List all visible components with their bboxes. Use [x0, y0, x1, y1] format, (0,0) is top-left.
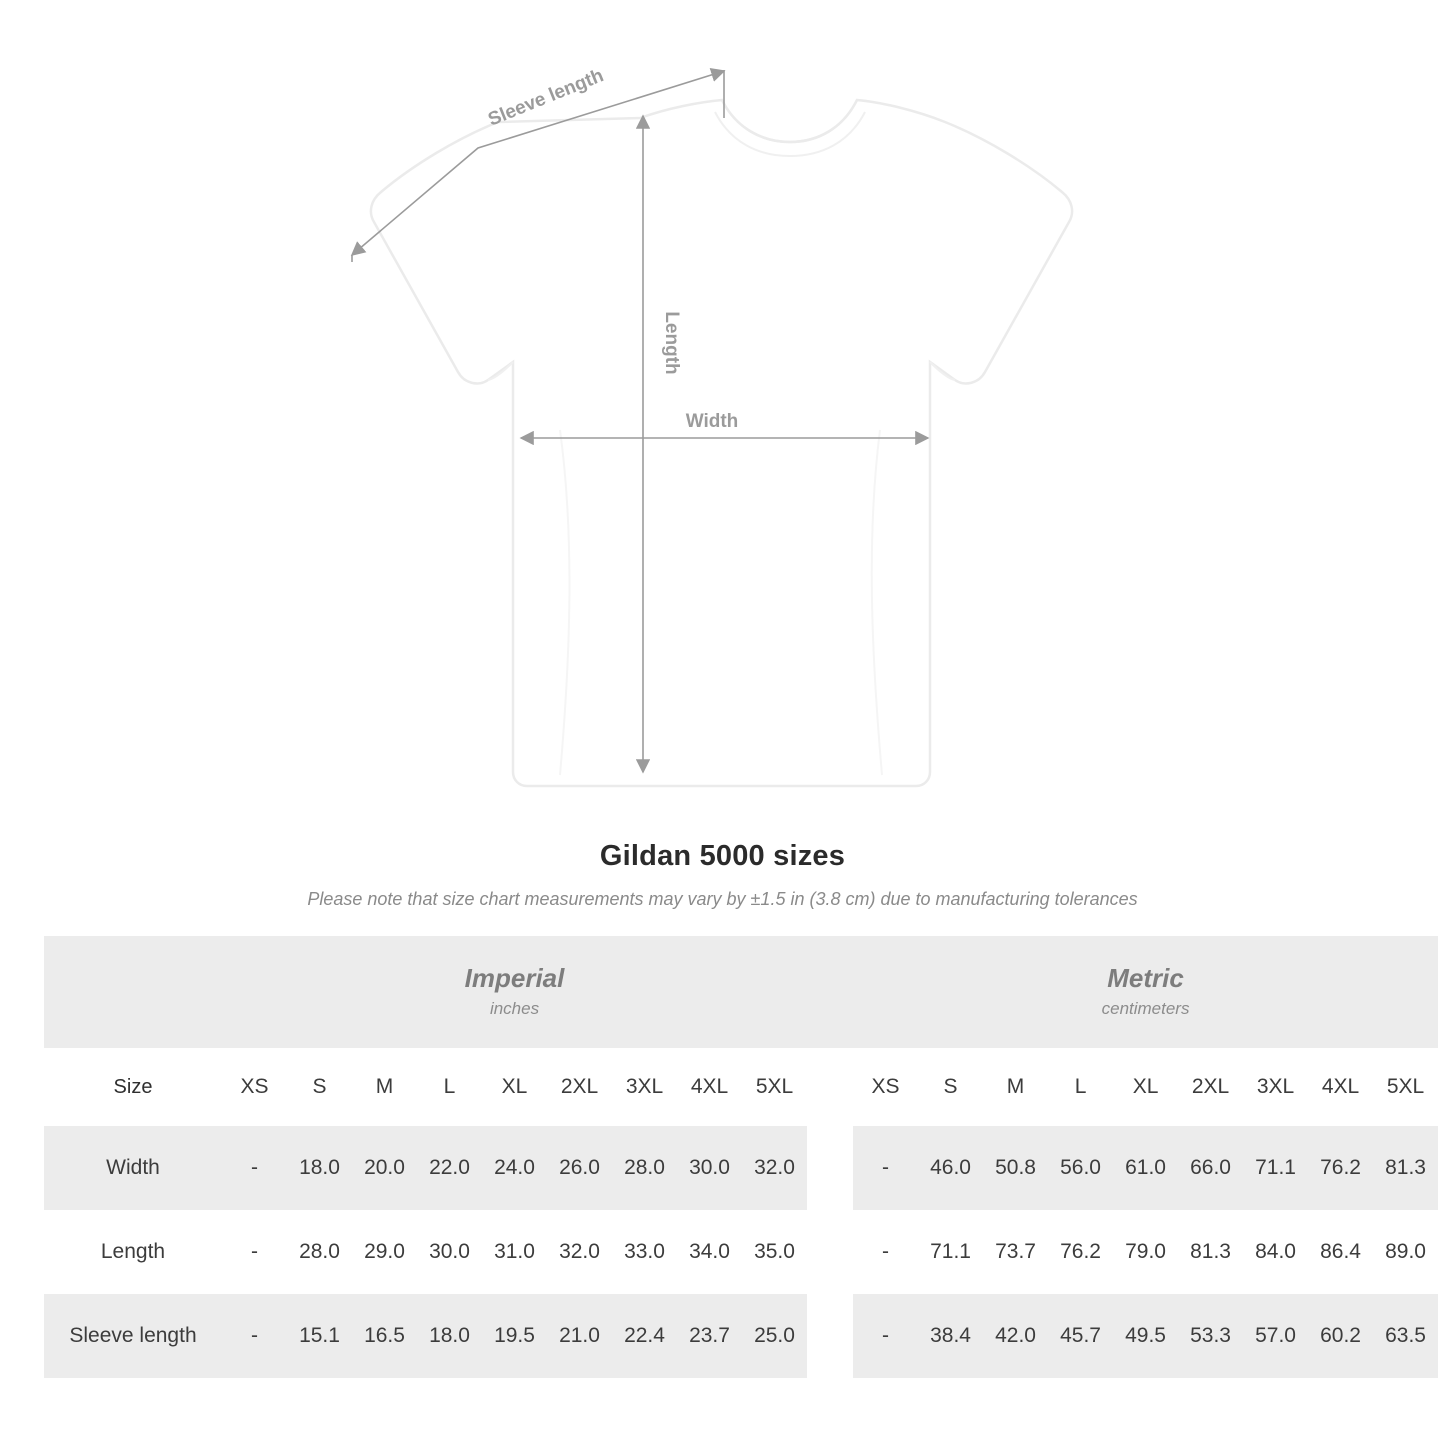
cell-sleeve-met-4xl: 60.2	[1308, 1294, 1373, 1378]
unit-name-imperial: Imperial	[464, 963, 565, 994]
row-spacer-length	[807, 1210, 853, 1294]
cell-width-imp-l: 22.0	[417, 1126, 482, 1210]
cell-sleeve-met-xl: 49.5	[1113, 1294, 1178, 1378]
tshirt-shape	[371, 100, 1072, 786]
size-header-row	[44, 1048, 1438, 1126]
unit-header-spacer	[807, 936, 853, 1048]
size-header-metric-l: L	[1048, 1048, 1113, 1126]
size-header-spacer	[807, 1048, 853, 1126]
size-table-wrapper	[44, 936, 1426, 1378]
cell-width-met-l: 56.0	[1048, 1126, 1113, 1210]
cell-sleeve-met-2xl: 53.3	[1178, 1294, 1243, 1378]
size-header-imperial-xl: XL	[482, 1048, 547, 1126]
unit-sub-imperial: inches	[489, 998, 540, 1018]
cell-length-met-3xl: 84.0	[1243, 1210, 1308, 1294]
size-header-metric-s: S	[918, 1048, 983, 1126]
cell-width-met-5xl: 81.3	[1373, 1126, 1438, 1210]
size-header-imperial-m: M	[352, 1048, 417, 1126]
cell-sleeve-imp-4xl: 23.7	[677, 1294, 742, 1378]
size-header-imperial-xs: XS	[222, 1048, 287, 1126]
size-header-metric-5xl: 5XL	[1373, 1048, 1438, 1126]
unit-name-metric: Metric	[1107, 963, 1184, 994]
cell-width-met-3xl: 71.1	[1243, 1126, 1308, 1210]
cell-length-imp-3xl: 33.0	[612, 1210, 677, 1294]
size-header-label: Size	[44, 1048, 222, 1126]
cell-length-imp-xl: 31.0	[482, 1210, 547, 1294]
length-label: Length	[661, 311, 682, 375]
row-label-width: Width	[44, 1126, 222, 1210]
cell-length-met-xl: 79.0	[1113, 1210, 1178, 1294]
cell-width-imp-5xl: 32.0	[742, 1126, 807, 1210]
row-spacer-width	[807, 1126, 853, 1210]
cell-sleeve-met-xs: -	[853, 1294, 918, 1378]
row-label-sleeve-length: Sleeve length	[44, 1294, 222, 1378]
size-header-metric-xl: XL	[1113, 1048, 1178, 1126]
unit-header-metric	[853, 936, 1438, 1048]
cell-sleeve-imp-2xl: 21.0	[547, 1294, 612, 1378]
cell-length-imp-s: 28.0	[287, 1210, 352, 1294]
cell-length-met-4xl: 86.4	[1308, 1210, 1373, 1294]
row-spacer-sleeve	[807, 1294, 853, 1378]
cell-length-imp-l: 30.0	[417, 1210, 482, 1294]
cell-length-met-xs: -	[853, 1210, 918, 1294]
size-header-metric-2xl: 2XL	[1178, 1048, 1243, 1126]
cell-width-met-xl: 61.0	[1113, 1126, 1178, 1210]
size-header-imperial-4xl: 4XL	[677, 1048, 742, 1126]
size-header-metric-m: M	[983, 1048, 1048, 1126]
cell-sleeve-met-m: 42.0	[983, 1294, 1048, 1378]
cell-sleeve-met-s: 38.4	[918, 1294, 983, 1378]
table-row	[44, 1210, 1438, 1294]
cell-width-imp-m: 20.0	[352, 1126, 417, 1210]
size-table	[44, 936, 1438, 1378]
size-header-imperial-l: L	[417, 1048, 482, 1126]
cell-width-imp-4xl: 30.0	[677, 1126, 742, 1210]
cell-length-met-5xl: 89.0	[1373, 1210, 1438, 1294]
title-block	[0, 840, 1445, 910]
width-label: Width	[685, 411, 739, 432]
cell-sleeve-imp-xs: -	[222, 1294, 287, 1378]
cell-width-met-xs: -	[853, 1126, 918, 1210]
tolerance-note: Please note that size chart measurements may vary by ±1.5 in (3.8 cm) due to manufacturing tolerances	[307, 889, 1138, 909]
cell-sleeve-met-3xl: 57.0	[1243, 1294, 1308, 1378]
cell-sleeve-met-l: 45.7	[1048, 1294, 1113, 1378]
table-row	[44, 1126, 1438, 1210]
cell-length-met-s: 71.1	[918, 1210, 983, 1294]
cell-length-imp-4xl: 34.0	[677, 1210, 742, 1294]
size-header-metric-4xl: 4XL	[1308, 1048, 1373, 1126]
cell-width-met-4xl: 76.2	[1308, 1126, 1373, 1210]
page-title: Gildan 5000 sizes	[599, 840, 846, 872]
cell-width-met-m: 50.8	[983, 1126, 1048, 1210]
size-header-metric-xs: XS	[853, 1048, 918, 1126]
cell-sleeve-imp-m: 16.5	[352, 1294, 417, 1378]
cell-width-imp-xs: -	[222, 1126, 287, 1210]
sleeve-length-label: Sleeve length	[485, 65, 607, 131]
cell-width-imp-s: 18.0	[287, 1126, 352, 1210]
unit-header-imperial	[222, 936, 807, 1048]
cell-width-met-s: 46.0	[918, 1126, 983, 1210]
cell-length-met-l: 76.2	[1048, 1210, 1113, 1294]
cell-length-imp-xs: -	[222, 1210, 287, 1294]
size-header-imperial-2xl: 2XL	[547, 1048, 612, 1126]
cell-width-met-2xl: 66.0	[1178, 1126, 1243, 1210]
cell-length-met-2xl: 81.3	[1178, 1210, 1243, 1294]
cell-sleeve-imp-5xl: 25.0	[742, 1294, 807, 1378]
unit-header-row	[44, 936, 1438, 1048]
cell-width-imp-3xl: 28.0	[612, 1126, 677, 1210]
unit-header-blank	[44, 936, 222, 1048]
cell-sleeve-met-5xl: 63.5	[1373, 1294, 1438, 1378]
unit-sub-metric: centimeters	[1101, 998, 1190, 1018]
cell-sleeve-imp-xl: 19.5	[482, 1294, 547, 1378]
size-header-imperial-3xl: 3XL	[612, 1048, 677, 1126]
cell-length-imp-m: 29.0	[352, 1210, 417, 1294]
row-label-length: Length	[44, 1210, 222, 1294]
cell-width-imp-xl: 24.0	[482, 1126, 547, 1210]
cell-width-imp-2xl: 26.0	[547, 1126, 612, 1210]
cell-length-imp-5xl: 35.0	[742, 1210, 807, 1294]
size-header-imperial-s: S	[287, 1048, 352, 1126]
cell-sleeve-imp-3xl: 22.4	[612, 1294, 677, 1378]
cell-sleeve-imp-l: 18.0	[417, 1294, 482, 1378]
size-header-metric-3xl: 3XL	[1243, 1048, 1308, 1126]
table-row	[44, 1294, 1438, 1378]
cell-length-met-m: 73.7	[983, 1210, 1048, 1294]
size-header-imperial-5xl: 5XL	[742, 1048, 807, 1126]
cell-length-imp-2xl: 32.0	[547, 1210, 612, 1294]
cell-sleeve-imp-s: 15.1	[287, 1294, 352, 1378]
